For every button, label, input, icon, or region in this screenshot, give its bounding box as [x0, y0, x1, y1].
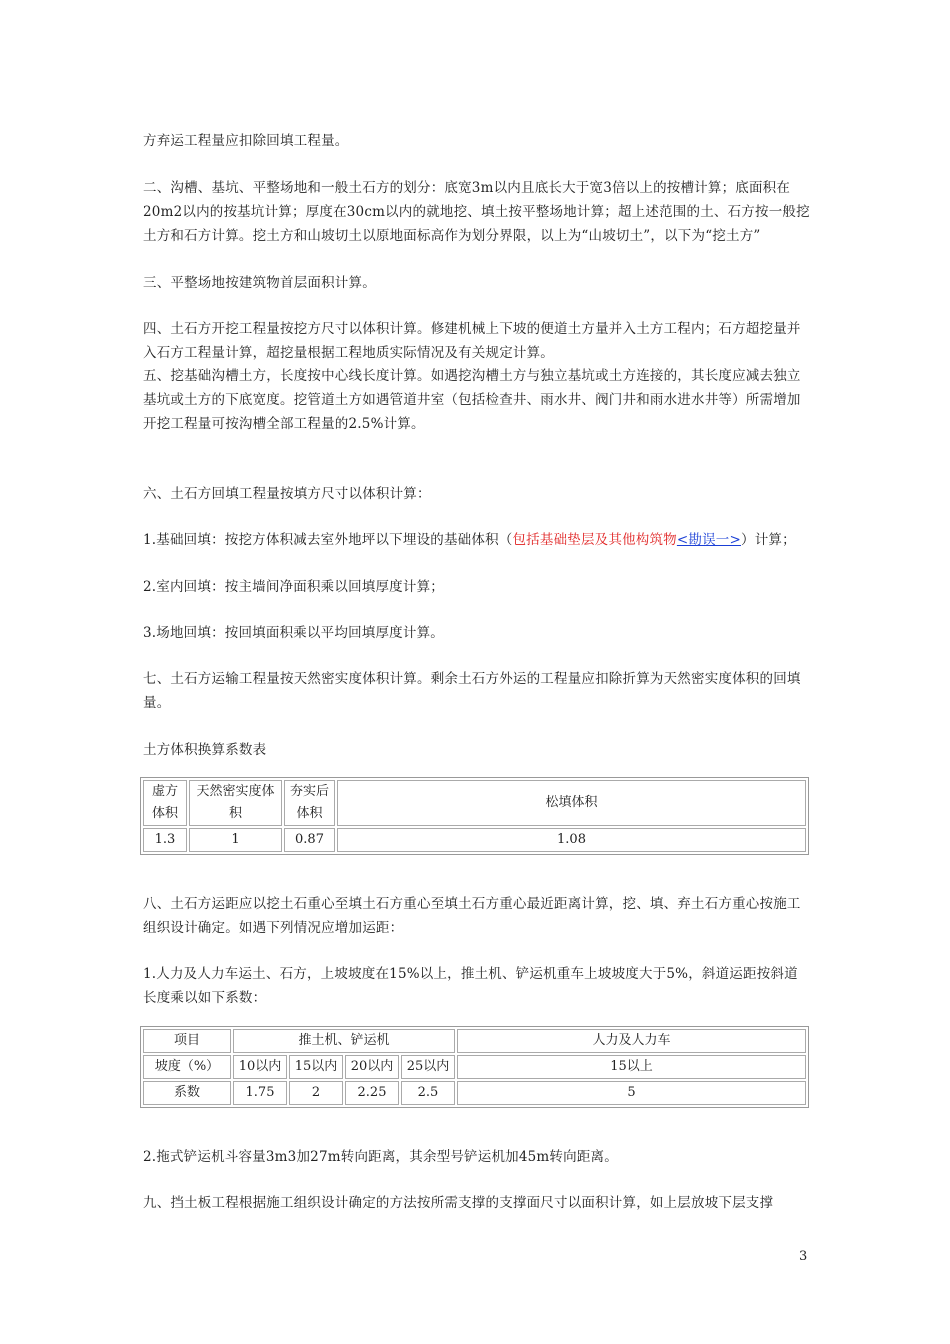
table-row	[143, 828, 806, 852]
paragraph-section-6: 六、土石方回填工程量按填方尺寸以体积计算：	[143, 486, 431, 502]
table-cell: 10以内	[233, 1055, 287, 1079]
table-header-cell: 虚方体积	[143, 780, 187, 826]
paragraph-foundation-backfill	[143, 528, 811, 552]
paragraph-slope-distance: 1.人力及人力车运土、石方，上坡坡度在15%以上，推土机、铲运机重车上坡坡度大于5%，斜道运距按斜道长度乘以如下系数：	[143, 966, 798, 1006]
paragraph-section-2: 二、沟槽、基坑、平整场地和一般土石方的划分：底宽3m以内且底长大于宽3倍以上的按槽计算；底面积在20m2以内的按基坑计算；厚度在30cm以内的就地挖、填土按平整场地计算；超上述范围的土、石方按一般挖土方和石方计算。挖土方和山坡切土以原地面标高作为划分界限，以上为“山坡切土”，以下为“挖土方”	[143, 180, 810, 244]
table-header-cell: 人力及人力车	[457, 1029, 806, 1053]
table-caption: 土方体积换算系数表	[143, 742, 267, 758]
paragraph-indoor-backfill: 2.室内回填：按主墙间净面积乘以回填厚度计算；	[143, 579, 444, 595]
paragraph-section-3: 三、平整场地按建筑物首层面积计算。	[143, 275, 376, 291]
table-cell: 坡度（%）	[143, 1055, 231, 1079]
paragraph-site-backfill: 3.场地回填：按回填面积乘以平均回填厚度计算。	[143, 625, 444, 641]
table-cell: 20以内	[345, 1055, 399, 1079]
table-cell: 1.3	[143, 828, 187, 852]
foundation-backfill-end: ）计算；	[741, 532, 796, 548]
foundation-backfill-text: 1.基础回填：按挖方体积减去室外地坪以下埋设的基础体积（	[143, 532, 513, 548]
table-cell: 5	[457, 1081, 806, 1105]
table-cell: 15以内	[289, 1055, 343, 1079]
table-row	[143, 1081, 806, 1105]
table-row	[143, 1055, 806, 1079]
table-row	[143, 1029, 806, 1053]
table-header-cell: 推土机、铲运机	[233, 1029, 455, 1053]
paragraph-earthwork-deduction: 方弃运工程量应扣除回填工程量。	[143, 133, 349, 149]
erratum-link[interactable]: <勘误一>	[676, 532, 742, 548]
paragraph-section-8: 八、土石方运距应以挖土石重心至填土石方重心至填土石方重心最近距离计算，挖、填、弃土石方重心按施工组织设计确定。如遇下列情况应增加运距：	[143, 896, 801, 936]
table-cell: 系数	[143, 1081, 231, 1105]
paragraph-section-9: 九、挡土板工程根据施工组织设计确定的方法按所需支撑的支撑面尺寸以面积计算，如上层放坡下层支撑	[143, 1195, 774, 1211]
paragraph-section-4: 四、土石方开挖工程量按挖方尺寸以体积计算。修建机械上下坡的便道土方量并入土方工程内；石方超挖量并入石方工程量计算，超挖量根据工程地质实际情况及有关规定计算。	[143, 321, 801, 361]
table-header-cell: 松填体积	[337, 780, 806, 826]
table-cell: 2.5	[401, 1081, 455, 1105]
table-cell: 25以内	[401, 1055, 455, 1079]
table-cell: 15以上	[457, 1055, 806, 1079]
table-cell: 0.87	[284, 828, 335, 852]
table-header-cell: 项目	[143, 1029, 231, 1053]
table-header-cell: 夯实后体积	[284, 780, 335, 826]
table-cell: 1.75	[233, 1081, 287, 1105]
table-cell: 1	[189, 828, 282, 852]
page-number: 3	[799, 1249, 808, 1264]
table-header-cell: 天然密实度体积	[189, 780, 282, 826]
paragraph-section-5: 五、挖基础沟槽土方，长度按中心线长度计算。如遇挖沟槽土方与独立基坑或土方连接的，其长度应减去独立基坑或土方的下底宽度。挖管道土方如遇管道井室（包括检查井、雨水井、阀门井和雨水进水井等）所需增加开挖工程量可按沟槽全部工程量的2.5%计算。	[143, 368, 801, 432]
slope-coefficient-table	[140, 1026, 809, 1108]
paragraph-scraper-distance: 2.拖式铲运机斗容量3m3加27m转向距离，其余型号铲运机加45m转向距离。	[143, 1149, 618, 1165]
table-row	[143, 780, 806, 826]
table-cell: 2.25	[345, 1081, 399, 1105]
corrected-text: 包括基础垫层及其他构筑物	[512, 532, 677, 548]
paragraph-section-7: 七、土石方运输工程量按天然密实度体积计算。剩余土石方外运的工程量应扣除折算为天然密实度体积的回填量。	[143, 671, 801, 711]
volume-conversion-table	[140, 777, 809, 855]
table-cell: 2	[289, 1081, 343, 1105]
table-cell: 1.08	[337, 828, 806, 852]
